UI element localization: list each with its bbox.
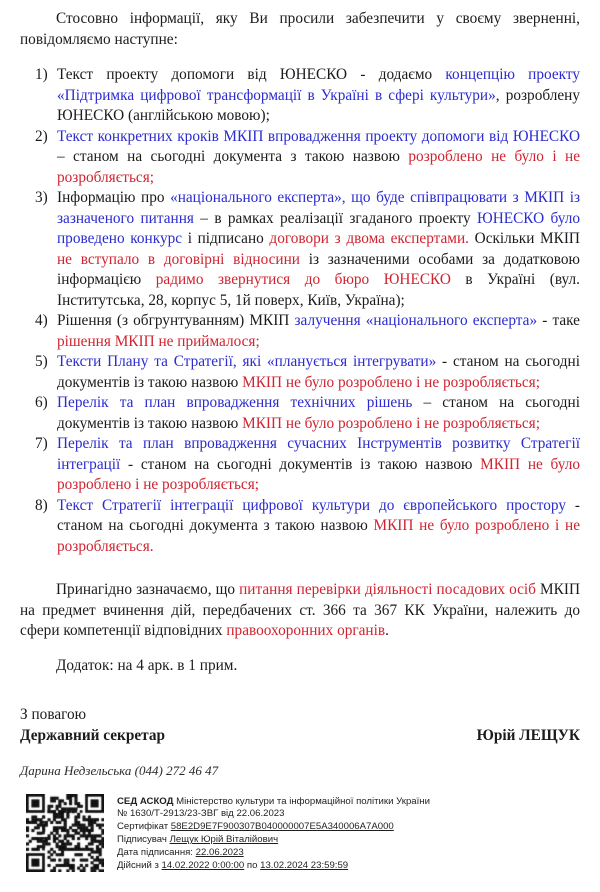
text-segment-black: - станом на сьогодні документа з такою назвою xyxy=(57,496,580,534)
text-segment-black: – станом на сьогодні документа з такою назвою xyxy=(57,148,409,165)
text-segment-red: МКІП не було розроблено і не розробляється. xyxy=(57,517,580,555)
text-segment-black: і підписано xyxy=(182,230,270,247)
valid-to-value: 13.02.2024 23:59:59 xyxy=(260,860,349,872)
text-segment-black: Рішення (з обгрунтуванням) МКІП xyxy=(57,312,295,329)
text-segment-black: - таке xyxy=(537,312,580,329)
text-segment-red: розроблено не було і не розробляється; xyxy=(57,148,580,186)
text-segment-red: радимо звернутися до бюро ЮНЕСКО xyxy=(155,271,451,288)
text-segment-blue: Текст конкретних кроків МКІП впровадження проекту допомоги від ЮНЕСКО xyxy=(57,127,580,145)
list-item xyxy=(20,188,580,311)
list-item-number: 1) xyxy=(35,66,48,83)
text-segment-blue: ЮНЕСКО було проведено конкурс xyxy=(57,209,580,247)
text-segment-blue: «національного експерта», що буде співпрацювати з МКІП із зазначеного питання xyxy=(57,189,580,227)
text-segment-blue: Тексти Плану та Стратегії, які «планується інтегрувати» xyxy=(57,353,437,370)
closing-paragraph xyxy=(20,580,580,642)
text-segment-red: рішення МКІП не приймалося; xyxy=(57,332,260,350)
text-segment-red: МКІП не було розроблено і не розробляється; xyxy=(57,455,580,493)
list-item xyxy=(20,496,580,558)
certificate-label: Сертифікат xyxy=(117,821,171,833)
text-segment-blue: концепцію проекту «Підтримка цифрової трансформації в Україні в сфері культури» xyxy=(57,66,580,104)
signer-label: Підписувач xyxy=(117,834,170,846)
signer-value: Лещук Юрій Віталійович xyxy=(169,834,279,846)
text-segment-black: МКІП на предмет вчинення дій, передбачених ст. 366 та 367 КК України, належить до сфери компетенції відповідних xyxy=(20,581,580,639)
stamp-certificate-line xyxy=(117,821,430,834)
text-segment-black: . xyxy=(385,622,389,639)
text-segment-red: МКІП не було розроблено і не розробляється; xyxy=(242,414,540,432)
date-value: 22.06.2023 xyxy=(195,847,244,859)
valid-mid-label: по xyxy=(244,860,261,872)
text-segment-red: правоохоронних органів xyxy=(226,622,386,639)
text-segment-black: – станом на сьогодні документів із такою назвою xyxy=(57,394,580,432)
text-segment-black: - станом на сьогодні документів із такою назвою xyxy=(120,455,481,473)
text-segment-black: в Україні (вул. Інститутська, 28, корпус 5, 1й поверх, Київ, Україна); xyxy=(57,271,580,309)
list-item-number: 2) xyxy=(35,127,48,145)
text-segment-black: Інформацію про xyxy=(57,189,171,206)
valid-label: Дійсний з xyxy=(117,860,162,872)
list-item-number: 6) xyxy=(35,394,48,411)
text-segment-black: Оскільки МКІП xyxy=(469,230,580,247)
list-item-number: 8) xyxy=(35,496,48,514)
stamp-system-line xyxy=(117,796,430,809)
list-item-number: 5) xyxy=(35,353,48,370)
text-segment-black: Принагідно зазначаємо, що xyxy=(56,581,240,598)
contact-line: Дарина Недзельська (044) 272 46 47 xyxy=(20,763,219,778)
signer-name: Юрій ЛЕЩУК xyxy=(476,726,580,744)
list-item xyxy=(20,393,580,434)
stamp-system-name: СЕД АСКОД xyxy=(117,795,177,807)
text-segment-blue: Текст Стратегії інтеграції цифрової культури до європейського простору xyxy=(57,496,566,514)
text-segment-blue: залучення «національного експерта» xyxy=(294,312,538,329)
valid-from-value: 14.02.2022 0:00:00 xyxy=(161,860,245,872)
stamp-signer-line xyxy=(117,834,430,847)
attachment-line: Додаток: на 4 арк. в 1 прим. xyxy=(56,656,238,674)
salutation: З повагою xyxy=(20,706,87,723)
text-segment-red: договори з двома експертами. xyxy=(269,230,469,247)
stamp-text-block xyxy=(117,796,430,873)
certificate-value: 58E2D9E7F900307B040000007E5A340006A7A000 xyxy=(170,821,394,833)
text-segment-black: – в рамках реалізації згаданого проекту xyxy=(193,209,477,227)
signature-stamp xyxy=(20,794,580,873)
list-item-number: 4) xyxy=(35,312,48,329)
text-segment-black: , розроблену ЮНЕСКО (англійською мовою); xyxy=(57,86,580,124)
numbered-list xyxy=(20,65,580,557)
signature-row xyxy=(20,726,580,747)
stamp-date-line xyxy=(117,847,430,860)
stamp-doc-number: № 1630/Т-2913/23-ЗВГ від 22.06.2023 xyxy=(117,808,285,820)
list-item xyxy=(20,434,580,496)
text-segment-red: питання перевірки діяльності посадових осіб xyxy=(239,581,536,598)
list-item xyxy=(20,352,580,393)
list-item-number: 7) xyxy=(35,435,48,452)
stamp-org-name: Міністерство культури та інформаційної політики України xyxy=(176,795,430,807)
list-item xyxy=(20,311,580,352)
text-segment-black: - станом на сьогодні документів із такою назвою xyxy=(57,353,580,391)
qr-code-icon xyxy=(26,794,104,872)
signer-position: Державний секретар xyxy=(20,726,166,744)
list-item xyxy=(20,65,580,127)
text-segment-blue: Перелік та план впровадження сучасних Інструментів розвитку Стратегії інтеграції xyxy=(57,435,580,473)
list-item-number: 3) xyxy=(35,189,48,206)
date-label: Дата підписання: xyxy=(117,847,196,859)
text-segment-red: МКІП не було розроблено і не розробляється; xyxy=(242,373,540,391)
text-segment-black: Текст проекту допомоги від ЮНЕСКО - додаємо xyxy=(57,66,446,83)
list-item xyxy=(20,127,580,189)
intro-paragraph: Стосовно інформації, яку Ви просили забезпечити у своєму зверненні, повідомляємо наступне: xyxy=(20,10,580,48)
text-segment-red: не вступало в договірні відносини xyxy=(57,250,300,268)
text-segment-black: із зазначеними особами за додатковою інформацією xyxy=(57,250,580,288)
text-segment-blue: Перелік та план впровадження технічних рішень xyxy=(57,394,413,411)
stamp-validity-line xyxy=(117,860,430,873)
